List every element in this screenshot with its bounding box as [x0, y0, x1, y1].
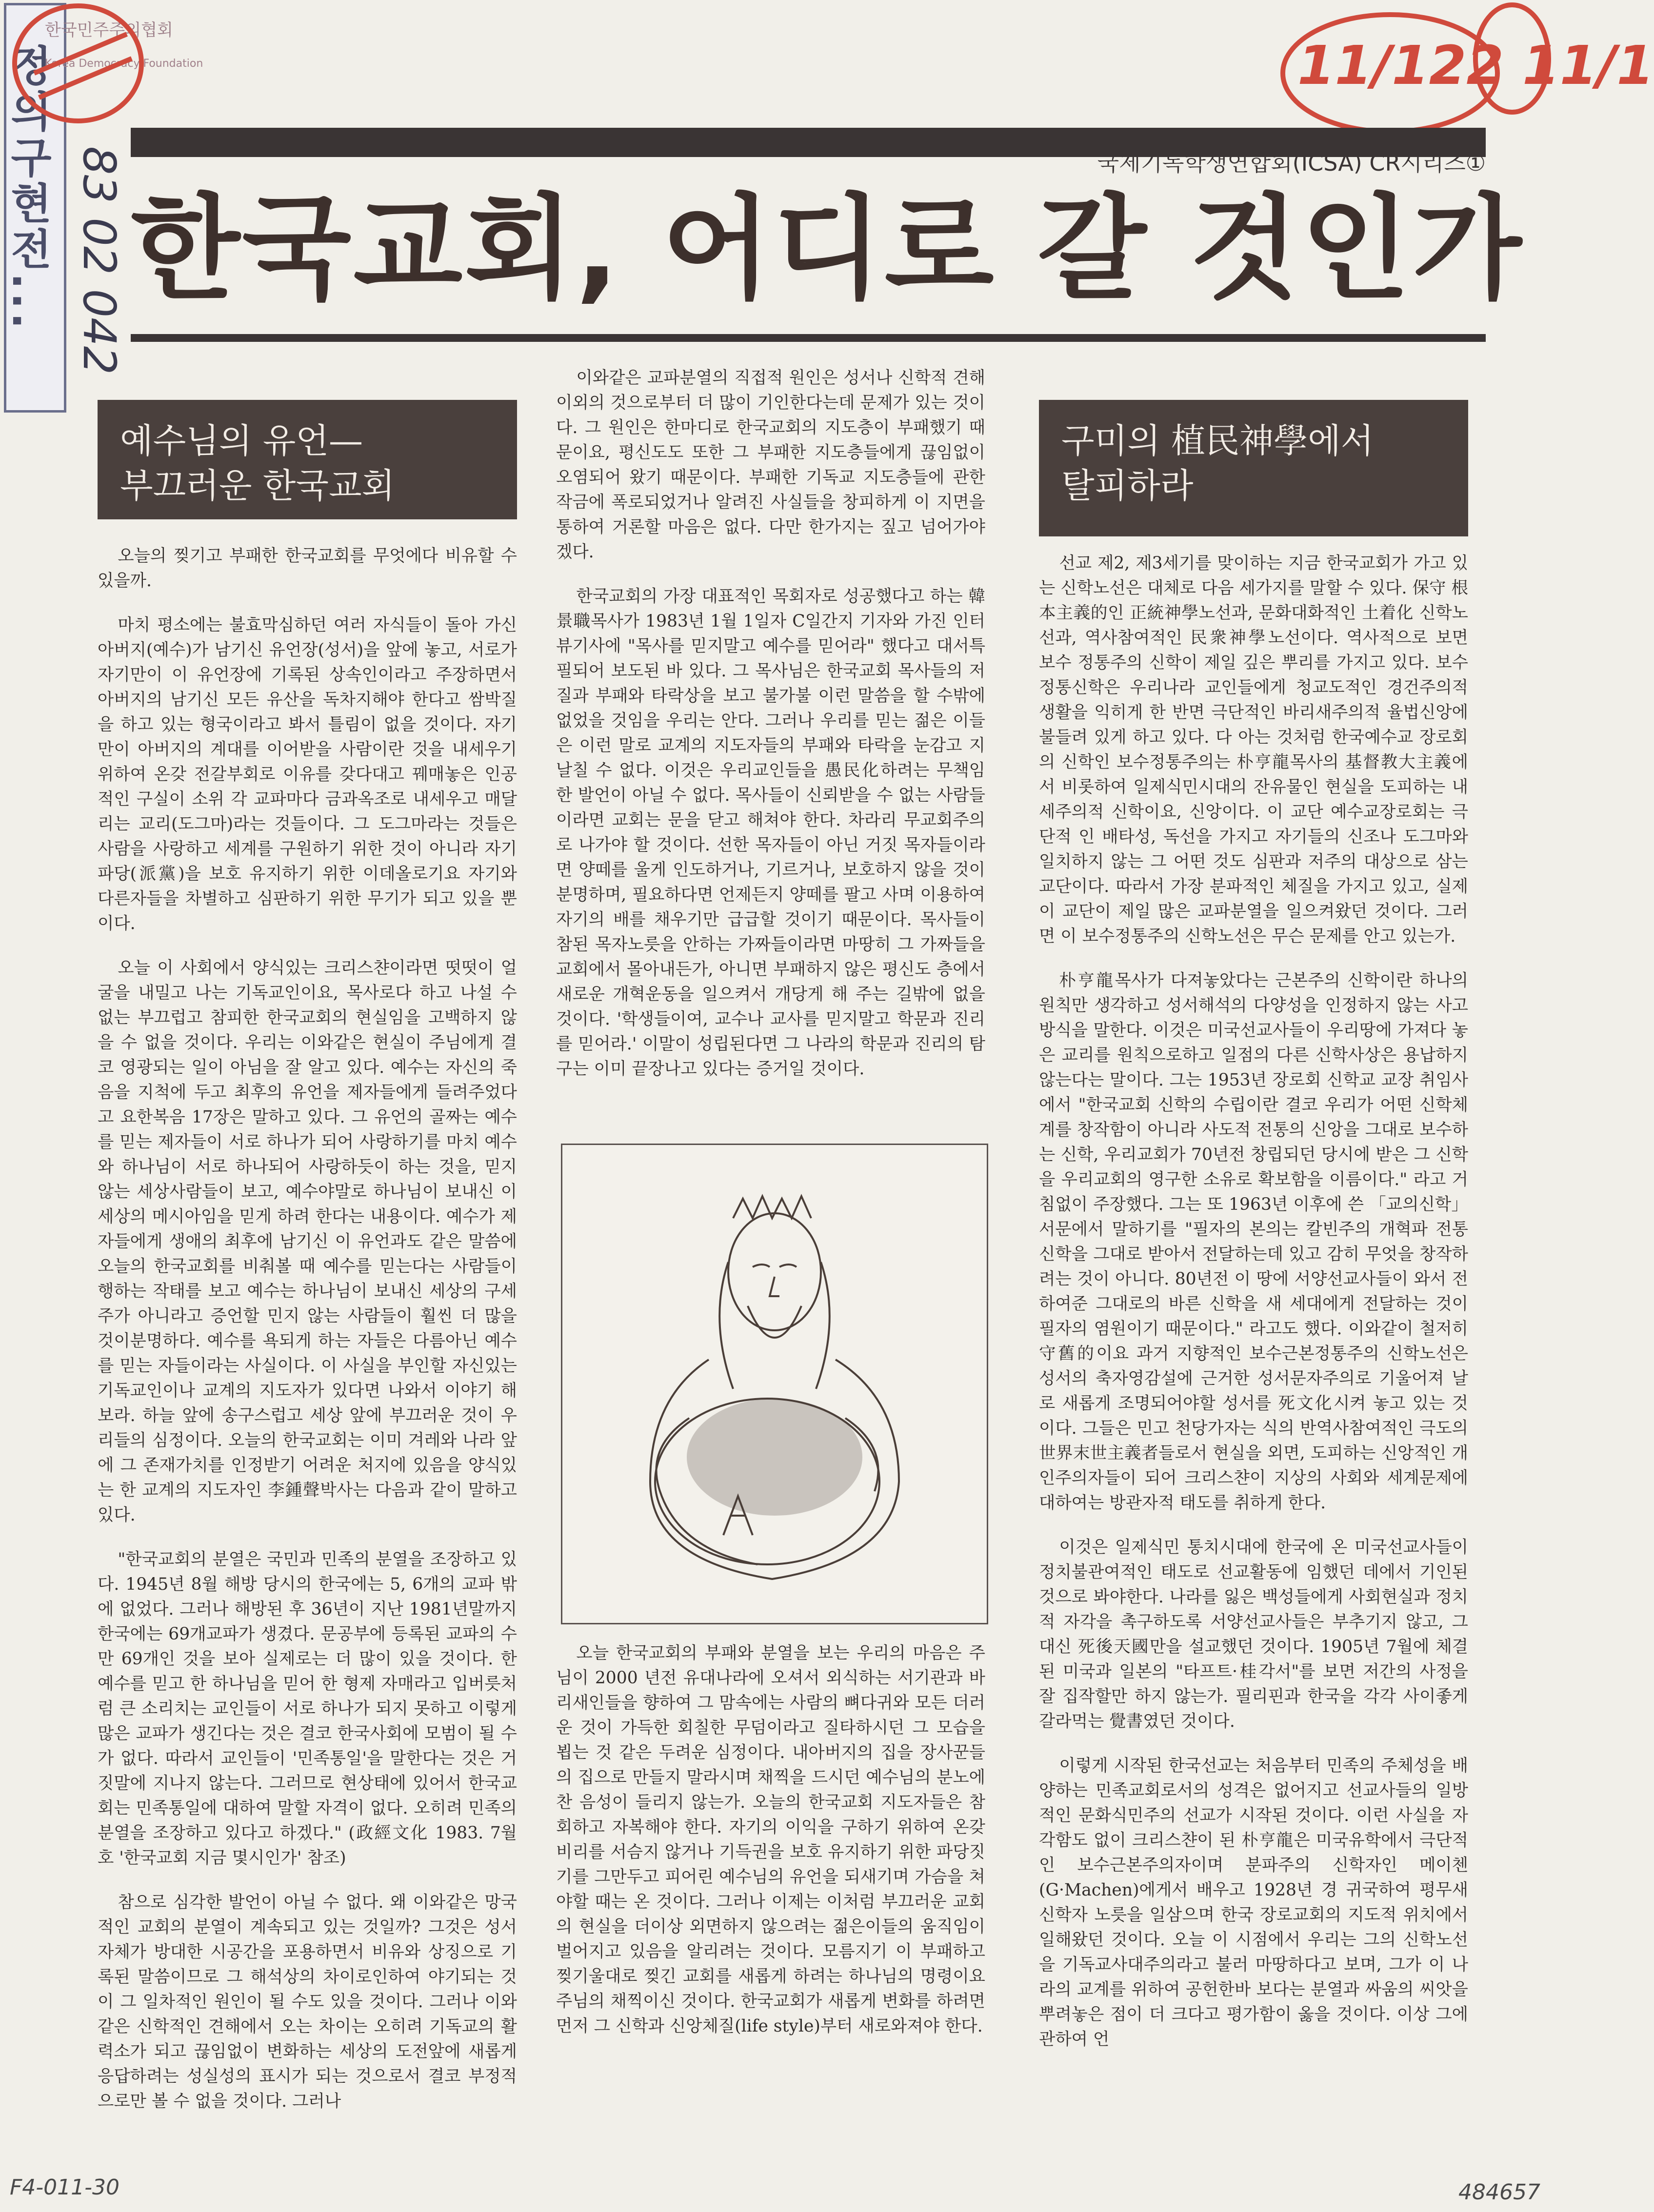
section1-heading-line2: 부끄러운 한국교회 [120, 466, 395, 506]
column-2-text-bottom [556, 1641, 985, 2172]
foundation-label: 한국민주주의협회 [45, 20, 173, 40]
section2-heading-line1: 구미의 植民神學에서 [1061, 421, 1374, 461]
foundation-en: Korea Democracy Foundation [45, 58, 203, 70]
section2-heading-line2: 탈피하라 [1061, 466, 1194, 506]
section2-heading-box [1039, 400, 1468, 536]
paragraph: 朴亨龍목사가 다져놓았다는 근본주의 신학이란 하나의 원칙만 생각하고 성서해석의 다양성을 인정하지 않는 사고방식을 말한다. 이것은 미국선교사들이 우리땅에 가져다 놓은 교리를 원칙으로하고 일점의 다른 신학사상은 용납하지 않는다는 말이다. 그는 1953년 장로회 신학교 교장 취임사에서 "한국교회 신학의 수립이란 결코 우리가 어떤 신학체계를 창작함이 아니라 사도적 전통의 신앙을 그대로 보수하는 신학, 우리교회가 70년전 창립되던 당시에 받은 그 신학을 우리교회의 영구한 소유로 확보함을 이름이다." 라고 거침없이 주장했다. 그는 또 1963년 이후에 쓴 「교의신학」서문에서 말하기를 "필자의 본의는 칼빈주의 개혁파 전통 신학을 그대로 받아서 전달하는데 있고 감히 무엇을 창작하려는 것이 아니다. 80년전 이 땅에 서양선교사들이 와서 전하여준 그대로의 바른 신학을 새 세대에게 전달하는 것이 필자의 염원이기 때문이다." 라고도 했다. 이와같이 철저히 守舊的이요 과거 지향적인 보수근본정통주의 신학노선은 성서의 축자영감설에 근거한 성서문자주의로 기울어져 날로 새롭게 조명되어야할 성서를 死文化시켜 놓고 있는 것이다. 그들은 민고 천당가자는 식의 반역사참여적인 극도의 世界末世主義者들로서 현실을 외면, 도피하는 신앙적인 개인주의자들이 되어 크리스챤이 지상의 사회와 세계문제에 대하여는 방관자적 태도를 취하게 한다. [1039, 971, 1468, 1513]
column-3-text [1039, 551, 1468, 2175]
column-1-text [98, 544, 517, 2182]
red-mark-text: 11/122 11/1 [1297, 34, 1654, 97]
paragraph: 이와같은 교파분열의 직접적 원인은 성서나 신학적 견해 이외의 것으로부터 더 많이 기인한다는데 문제가 있는 것이다. 그 원인은 한마디로 한국교회의 지도층이 부패했기 때문이요, 평신도도 또한 그 부패한 지도층들에게 끊임없이 오염되어 왔기 때문이다. 부패한 기독교 지도층들에 관한 작금에 폭로되었거나 알려진 사실들을 창피하게 이 지면을 통하여 거론할 마음은 없다. 다만 한가지는 짚고 넘어가야겠다. [556, 368, 985, 562]
jesus-portrait-icon [562, 1145, 987, 1623]
footer-archive-code: F4-011-30 [10, 2175, 120, 2200]
archive-stamp-text: 정의구현전... [3, 44, 52, 333]
paragraph: 이것은 일제식민 통치시대에 한국에 온 미국선교사들이 정치불관여적인 태도로 선교활동에 임했던 데에서 기인된 것으로 봐야한다. 나라를 잃은 백성들에게 사회현실과 정치적 자각을 촉구하도록 서양선교사들은 부추기지 않고, 그 대신 死後天國만을 설교했던 것이다. 1905년 7월에 체결된 미국과 일본의 "타프트·桂각서"를 보면 저간의 사정을 잘 집작할만 하지 않는가. 필리핀과 한국을 각각 사이좋게 갈라먹는 覺書였던 것이다. [1039, 1538, 1468, 1731]
paragraph: 오늘의 찢기고 부패한 한국교회를 무엇에다 비유할 수 있을까. [98, 546, 517, 591]
paragraph: 한국교회의 가장 대표적인 목회자로 성공했다고 하는 韓景職목사가 1983년 1월 1일자 C일간지 기자와 가진 인터뷰기사에 "목사를 믿지말고 예수를 믿어라" 했다고 대서특필되어 보도된 바 있다. 그 목사님은 한국교회 목사들의 저질과 부패와 타락상을 보고 불가불 이런 말씀을 할 수밖에 없었을 것임을 우리는 안다. 그러나 우리를 믿는 젊은 이들은 이런 말로 교계의 지도자들의 부패와 타락을 눈감고 지날칠 수 없다. 이것은 우리교인들을 愚民化하려는 무책임한 발언이 아닐 수 없다. 목사들이 신뢰받을 수 없는 사람들이라면 교회는 문을 닫고 해쳐야 한다. 차라리 무교회주의로 나가야 할 것이다. 선한 목자들이 아닌 거짓 목자들이라면 양떼를 울게 인도하거나, 기르거나, 보호하지 않을 것이 분명하며, 필요하다면 언제든지 양떼를 팔고 사며 이용하여 자기의 배를 채우기만 급급할 것이기 때문이다. 목사들이 참된 목자노릇을 안하는 가짜들이라면 마땅히 그 가짜들을 교회에서 몰아내든가, 아니면 부패하지 않은 평신도 층에서 새로운 개혁운동을 일으켜서 개당게 해 주는 길밖에 없을 것이다. '학생들이여, 교수나 교사를 믿지말고 학문과 진리를 믿어라.' 이말이 성립된다면 그 나라의 학문과 진리의 탐구는 이미 끝장나고 있다는 증거일 것이다. [556, 587, 985, 1079]
paragraph: 선교 제2, 제3세기를 맞이하는 지금 한국교회가 가고 있는 신학노선은 대체로 다음 세가지를 말할 수 있다. 保守 根本主義的인 正統神學노선과, 문화대화적인 土着化 신학노선과, 역사참여적인 民衆神學노선이다. 역사적으로 보면 보수 정통주의 신학이 제일 깊은 뿌리를 가지고 있다. 보수정통신학은 우리나라 교인들에게 청교도적인 경건주의적 생활을 익히게 한 반면 극단적인 바리새주의적 율법신앙에 불들려 있게 하고 있다. 다 아는 것처럼 한국예수교 장로회의 신학인 보수정통주의는 朴亨龍목사의 基督教大主義에서 비롯하여 일제식민시대의 잔유물인 현실을 도피하는 내세주의적 신학이요, 신앙이다. 이 교단 예수교장로회는 극단적 인 배타성, 독선을 가지고 자기들의 신조나 도그마와 일치하지 않는 그 어떤 것도 심판과 저주의 대상으로 삼는 교단이다. 따라서 가장 분파적인 체질을 가지고 있고, 실제 이 교단이 제일 많은 교파분열을 일으켜왔던 것이다. 그러면 이 보수정통주의 신학노선은 무슨 문제를 안고 있는가. [1039, 553, 1468, 946]
paragraph: 참으로 심각한 발언이 아닐 수 없다. 왜 이와같은 망국적인 교회의 분열이 계속되고 있는 것일까? 그것은 성서자체가 방대한 시공간을 포용하면서 비유와 상징으로 기록된 말씀이므로 그 해석상의 차이로인하여 야기되는 것이 그 일차적인 원인이 될 수도 있을 것이다. 그러나 이와같은 신학적인 견해에서 오는 차이는 오히려 기독교의 활력소가 되고 끊임없이 변화하는 세상의 도전앞에 새롭게 응답하려는 성실성의 표시가 되는 것으로서 결코 부정적으로만 볼 수 없을 것이다. 그러나 [98, 1893, 517, 2111]
archive-stamp-numbers: 83 02 042 [73, 146, 125, 375]
paragraph: 오늘 한국교회의 부패와 분열을 보는 우리의 마음은 주님이 2000 년전 유대나라에 오셔서 외식하는 서기관과 바리새인들을 향하여 그 맘속에는 사람의 뼈다귀와 모든 더러운 것이 가득한 회칠한 무덤이라고 질타하시던 그 모습을 뵙는 것 같은 두려운 심정이다. 내아버지의 집을 장사꾼들의 집으로 만들지 말라시며 채찍을 드시던 예수님의 분노에 찬 음성이 들리지 않는가. 오늘의 한국교회 지도자들은 참회하고 자복해야 한다. 자기의 이익을 구하기 위하여 온갖 비리를 서슴지 않거나 기득권을 보호 유지하기 위한 파당짓기를 그만두고 피어린 예수님의 유언을 되새기며 가슴을 쳐야할 때는 온 것이다. 그러나 이제는 이처럼 부끄러운 교회의 현실을 더이상 외면하지 않으려는 젊은이들의 움직임이 벌어지고 있음을 알리려는 것이다. 모름지기 이 부패하고 찢기울대로 찢긴 교회를 새롭게 하려는 하나님의 명령이요 주님의 채찍이신 것이다. 한국교회가 새롭게 변화를 하려면 먼저 그 신학과 신앙체질(life style)부터 새로와져야 한다. [556, 1643, 985, 2036]
series-label: 국제기독학생연합회(ICSA) CR시리즈① [1097, 150, 1486, 176]
page-title: 한국교회, 어디로 갈 것인가 [131, 183, 1524, 315]
column-2-text-top [556, 366, 985, 1141]
footer-archive-number: 484657 [1458, 2180, 1540, 2205]
paragraph: 마치 평소에는 불효막심하던 여러 자식들이 돌아 가신 아버지(예수)가 남기신 유언장(성서)을 앞에 놓고, 서로가 자기만이 이 유언장에 기록된 상속인이라고 주장하면서 아버지의 남기신 모든 유산을 독차지해야 한다고 쌈박질을 하고 있는 형국이라고 봐서 틀림이 없을 것이다. 자기만이 아버지의 계대를 이어받을 사람이란 것을 내세우기 위하여 온갖 전갈부회로 이유를 갖다대고 꿰매놓은 인공적인 구실이 소위 각 교파마다 금과옥조로 내세우고 매달리는 교리(도그마)라는 것들이다. 그 도그마라는 것들은 사람을 사랑하고 세계를 구원하기 위한 것이 아니라 자기파당(派黨)을 보호 유지하기 위한 이데올로기요 자기와 다른자들을 차별하고 심판하기 위한 무기가 되고 있을 뿐이다. [98, 615, 517, 933]
illustration-frame [561, 1144, 988, 1624]
title-rule [131, 334, 1486, 342]
paragraph: "한국교회의 분열은 국민과 민족의 분열을 조장하고 있다. 1945년 8월 해방 당시의 한국에는 5, 6개의 교파 밖에 없었다. 그러나 해방된 후 36년이 지난 1981년말까지 한국에는 69개교파가 생겼다. 문공부에 등록된 교파의 수만 69개인 것을 보아 실제로는 더 많이 있을 것이다. 한 예수를 믿고 한 하나님을 믿어 한 형제 자매라고 입버릇처럼 큰 소리치는 교인들이 서로 하나가 되지 못하고 이렇게 많은 교파가 생긴다는 것은 결코 한국사회에 모범이 될 수가 없다. 따라서 교인들이 '민족통일'을 말한다는 것은 거짓말에 지나지 않는다. 그러므로 현상태에 있어서 한국교회는 민족통일에 대하여 말할 자격이 없다. 오히려 민족의 분열을 조장하고 있다고 하겠다." (政經文化 1983. 7월호 '한국교회 지금 몇시인가' 참조) [98, 1550, 517, 1868]
red-circle-mark-left-icon [0, 0, 156, 137]
paragraph: 이렇게 시작된 한국선교는 처음부터 민족의 주체성을 배양하는 민족교회로서의 성격은 없어지고 선교사들의 일방적인 문화식민주의 선교가 시작된 것이다. 이런 사실을 자각함도 없이 크리스챤이 된 朴亨龍은 미국유학에서 극단적인 보수근본주의자이며 분파주의 신학자인 메이첸(G·Machen)에게서 배우고 1928년 경 귀국하여 평무새 신학자 노릇을 일삼으며 한국 장로교회의 지도적 위치에서 일해왔던 것이다. 오늘 이 시점에서 우리는 그의 신학노선을 기독교사대주의라고 불러 마땅하다고 보며, 그가 이 나라의 교계를 위하여 공헌한바 보다는 분열과 싸움의 씨앗을 뿌려놓은 점이 더 크다고 평가함이 옳을 것이다. 이상 그에 관하여 언 [1039, 1756, 1468, 2049]
section1-heading-box [98, 400, 517, 519]
paragraph: 오늘 이 사회에서 양식있는 크리스챤이라면 떳떳이 얼굴을 내밀고 나는 기독교인이요, 목사로다 하고 나설 수 없는 부끄럽고 참피한 한국교회의 현실임을 고백하지 않을 수 없을 것이다. 우리는 이와같은 현실이 주님에게 결코 영광되는 일이 아님을 잘 알고 있다. 예수는 자신의 죽음을 지척에 두고 최후의 유언을 제자들에게 들려주었다고 요한복음 17장은 말하고 있다. 그 유언의 골짜는 예수를 믿는 제자들이 서로 하나가 되어 사랑하기를 마치 예수와 하나님이 서로 하나되어 사랑하듯이 하는 것을, 믿지 않는 세상사람들이 보고, 예수야말로 하나님이 보내신 이 세상의 메시아임을 믿게 하려 한다는 내용이다. 예수가 제자들에게 생애의 최후에 남기신 이 유언과도 같은 말씀에 오늘의 한국교회를 비춰볼 때 예수를 믿는다는 사람들이 행하는 작태를 보고 예수는 하나님이 보내신 세상의 구세주가 아니라고 증언할 민지 않는 사람들이 훨씬 더 많을 것이분명하다. 예수를 욕되게 하는 자들은 다름아닌 예수를 믿는 자들이라는 사실이다. 이 사실을 부인할 자신있는 기독교인이나 교계의 지도자가 있다면 나와서 이야기 해보라. 하늘 앞에 송구스럽고 세상 앞에 부끄러운 것이 우리들의 심정이다. 오늘의 한국교회는 이미 겨레와 나라 앞에 그 존재가치를 인정받기 어려운 처지에 있음을 양식있는 한 교계의 지도자인 李鍾聲박사는 다음과 같이 말하고 있다. [98, 958, 517, 1525]
section1-heading-line1: 예수님의 유언— [120, 421, 363, 461]
